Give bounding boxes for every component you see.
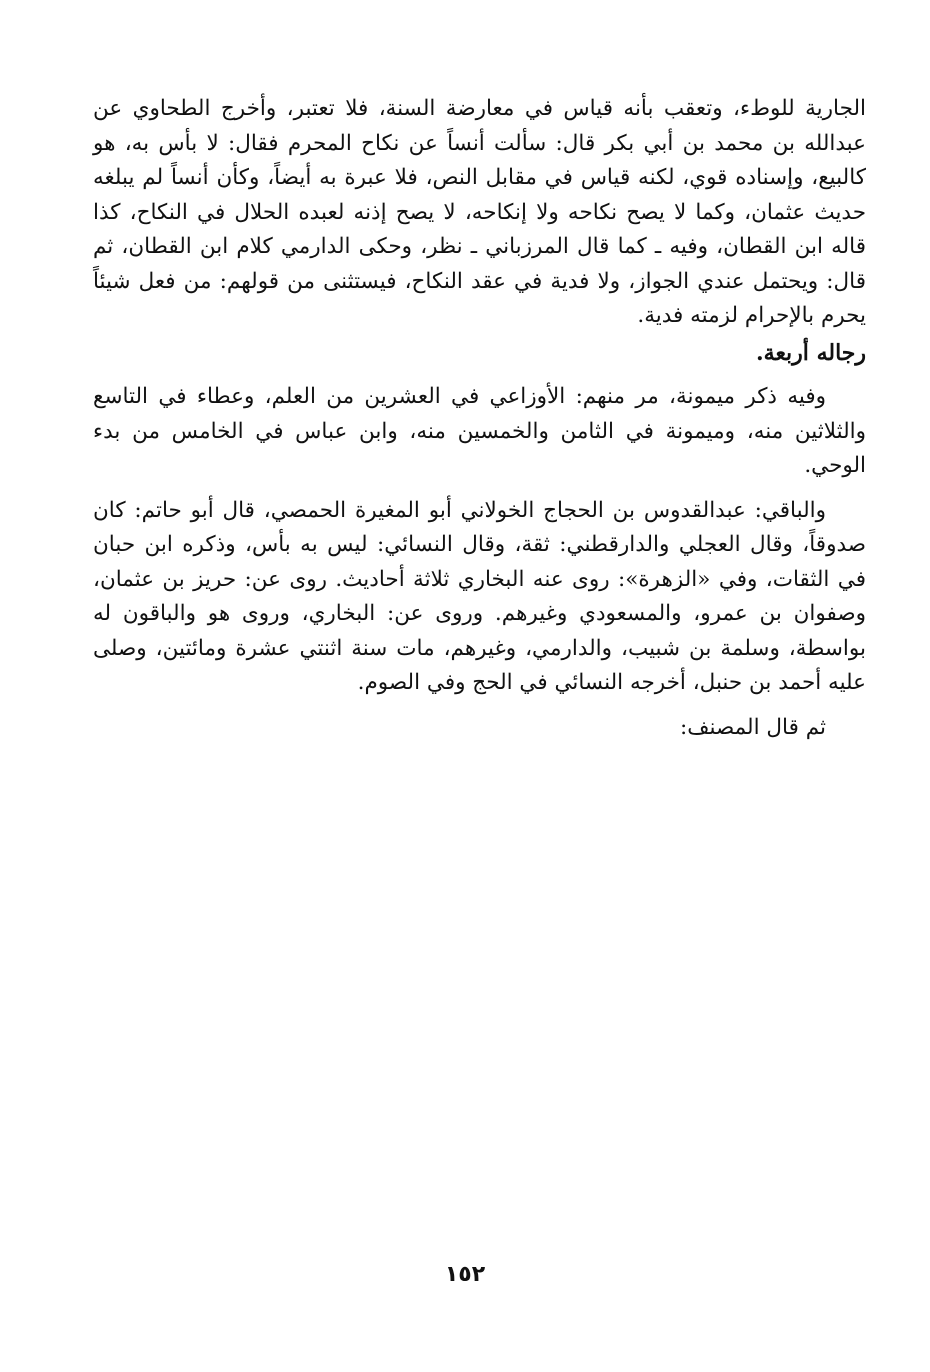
page-number: ١٥٢: [444, 1262, 486, 1287]
paragraph-narrators-mentioned: وفيه ذكر ميمونة، مر منهم: الأوزاعي في العشرين من العلم، وعطاء في التاسع والثلاثين منه، وميمونة في الثامن والخمسين منه، وابن عباس في الخامس من بدء الوحي.: [93, 384, 866, 478]
body-text: [93, 92, 866, 745]
section-heading: رجاله أربعة.: [755, 339, 866, 366]
paragraph-author-said: ثم قال المصنف:: [680, 714, 826, 740]
paragraph-commentary: الجارية للوطء، وتعقب بأنه قياس في معارضة السنة، فلا تعتبر، وأخرج الطحاوي عن عبدالله بن محمد بن أبي بكر قال: سألت أنساً عن نكاح المحرم فقال: لا بأس به، هو كالبيع، وإسناده قوي، لكنه قياس في مقابل النص، فلا عبرة به أيضاً، وكأن أنساً لم يبلغه حديث عثمان، وكما لا يصح نكاحه ولا إنكاحه، لا يصح إذنه لعبده الحلال في النكاح، كذا قاله ابن القطان، وفيه ـ كما قال المرزباني ـ نظر، وحكى الدارمي كلام ابن القطان، ثم قال: ويحتمل عندي الجواز، ولا فدية في عقد النكاح، فيستثنى من قولهم: من فعل شيئاً يحرم بالإحرام لزمته فدية.: [93, 96, 866, 328]
paragraph-narrator-biography: والباقي: عبدالقدوس بن الحجاج الخولاني أبو المغيرة الحمصي، قال أبو حاتم: كان صدوقاً، وقال العجلي والدارقطني: ثقة، وقال النسائي: ليس به بأس، وذكره ابن حبان في الثقات، وفي «الزهرة»: روى عنه البخاري ثلاثة أحاديث. روى عن: حريز بن عثمان، وصفوان بن عمرو، والمسعودي وغيرهم. وروى عن: البخاري، وروى هو والباقون له بواسطة، وسلمة بن شبيب، والدارمي، وغيرهم، مات سنة اثنتي عشرة ومائتين، وصلى عليه أحمد بن حنبل، أخرجه النسائي في الحج وفي الصوم.: [93, 497, 866, 695]
